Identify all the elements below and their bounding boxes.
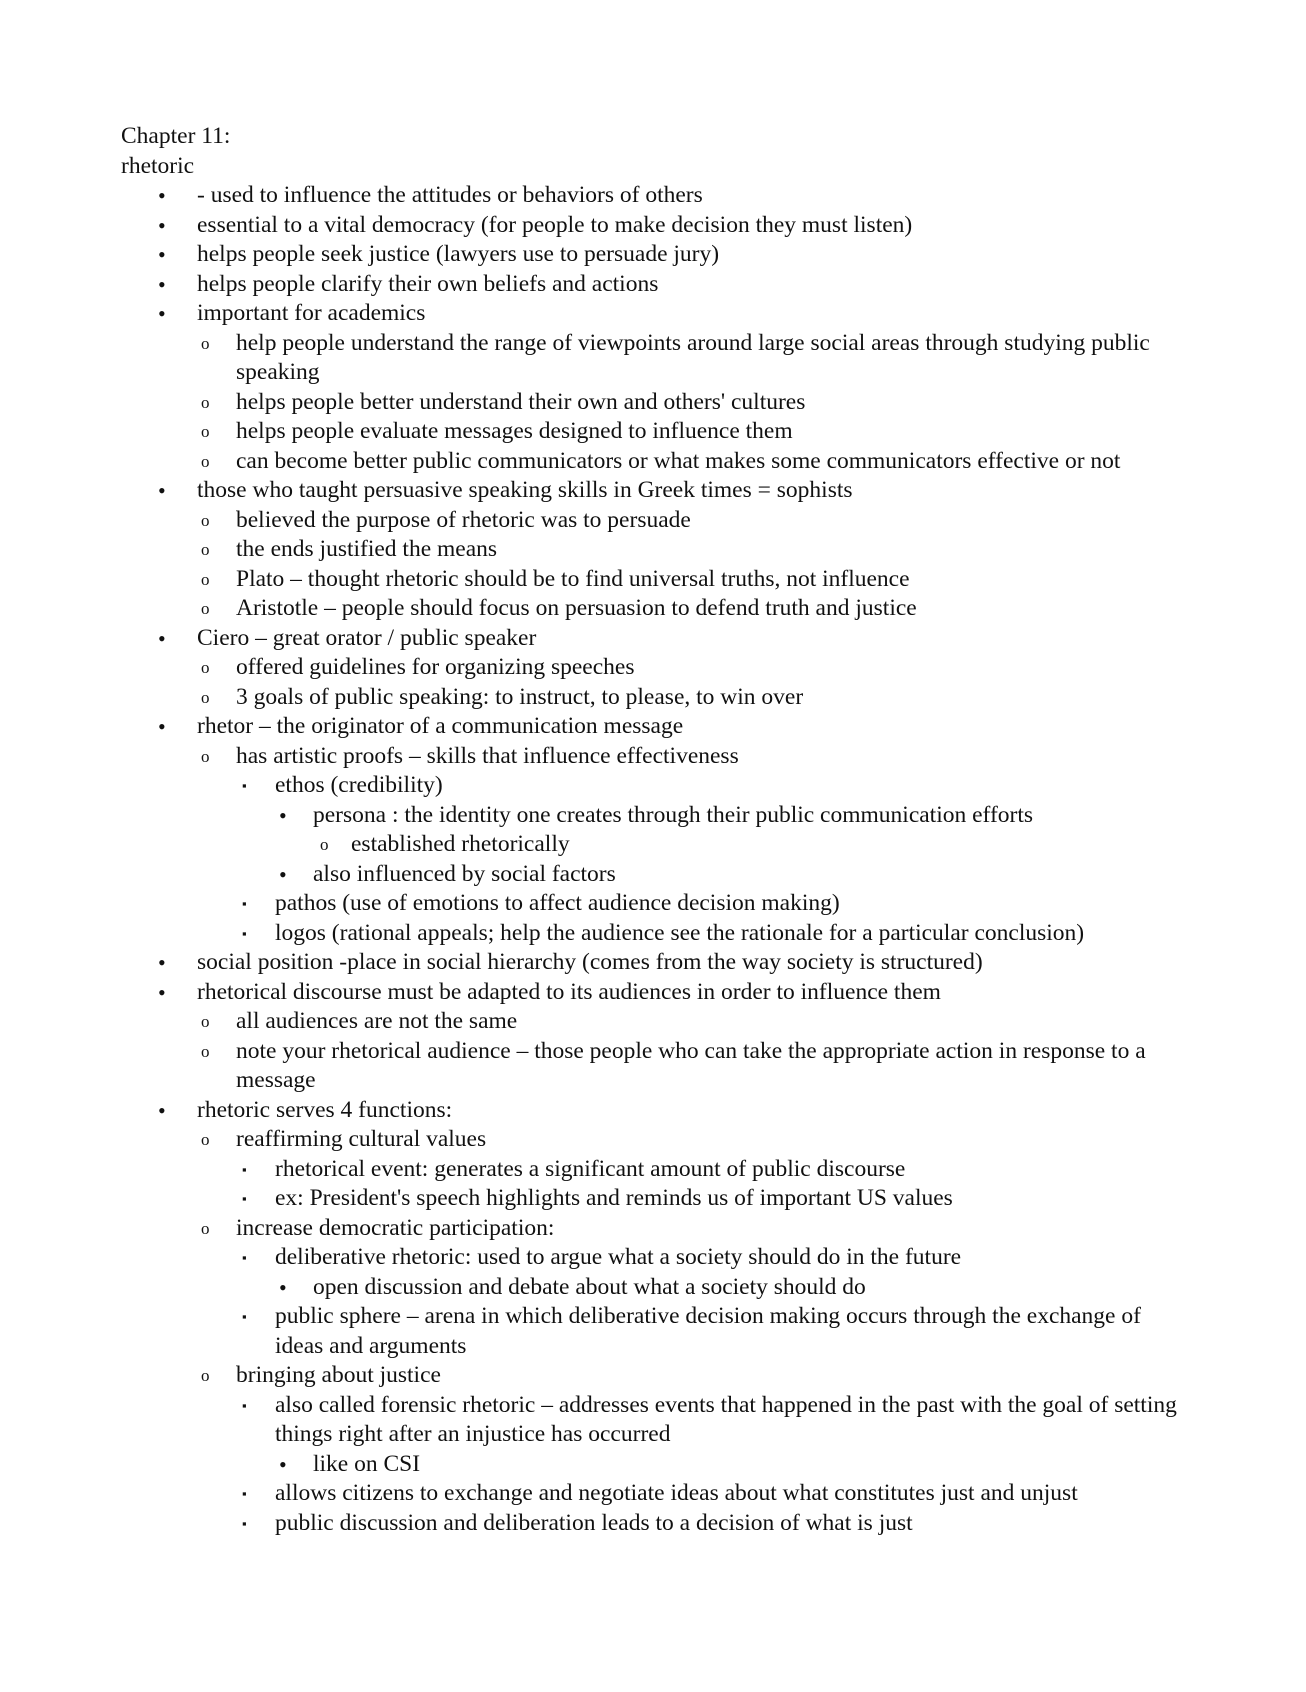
hollow-bullet-icon: o — [201, 1218, 210, 1238]
outline-item-text: rhetor – the originator of a communication message — [197, 713, 684, 739]
hollow-bullet-icon: o — [201, 451, 210, 471]
hollow-bullet-icon: o — [201, 333, 210, 353]
square-bullet-icon: ▪ — [242, 1309, 247, 1324]
outline-item-text: important for academics — [197, 300, 426, 326]
outline-item-text: public sphere – arena in which deliberative decision making occurs through the exchange of ideas and arguments — [275, 1303, 1141, 1359]
hollow-bullet-icon: o — [201, 599, 210, 618]
bullet-icon: • — [158, 1097, 166, 1123]
outline-item-level-1 — [121, 1096, 1191, 1126]
square-bullet-icon: ▪ — [242, 778, 247, 793]
topic-heading: rhetoric — [121, 152, 195, 179]
bullet-icon: • — [158, 714, 166, 739]
outline-item-level-2 — [121, 1037, 1191, 1096]
hollow-bullet-icon: o — [201, 1130, 210, 1149]
outline-item-level-3 — [121, 889, 1191, 919]
outline-item-text: helps people seek justice (lawyers use to persuade jury) — [197, 241, 720, 267]
outline-item-text: reaffirming cultural values — [236, 1126, 487, 1152]
bullet-icon: • — [158, 478, 166, 503]
outline-item-level-4 — [121, 860, 1191, 890]
square-bullet-icon: ▪ — [242, 1191, 247, 1206]
outline-item-level-1 — [121, 948, 1191, 978]
hollow-bullet-icon: o — [201, 658, 210, 677]
outline-item-level-4 — [121, 801, 1191, 831]
hollow-bullet-icon: o — [201, 746, 210, 766]
square-bullet-icon: ▪ — [242, 1486, 247, 1501]
outline-item-level-2 — [121, 1007, 1191, 1037]
bullet-icon: • — [279, 861, 287, 887]
outline-item-text: ex: President's speech highlights and reminds us of important US values — [275, 1185, 953, 1211]
outline-item-level-2 — [121, 565, 1191, 595]
outline-item-text: helps people better understand their own and others' cultures — [236, 388, 806, 415]
outline-item-level-3 — [121, 1243, 1191, 1273]
bullet-icon: • — [158, 979, 166, 1005]
outline-item-level-1 — [121, 211, 1191, 241]
outline-item-level-3 — [121, 1184, 1191, 1214]
outline-item-text: like on CSI — [313, 1450, 421, 1477]
hollow-bullet-icon: o — [201, 1366, 210, 1385]
outline-item-text: has artistic proofs – skills that influence effectiveness — [236, 742, 739, 769]
outline-item-level-1 — [121, 299, 1191, 329]
hollow-bullet-icon: o — [201, 687, 210, 707]
outline-item-text: also influenced by social factors — [313, 860, 616, 887]
outline-item-level-1 — [121, 978, 1191, 1008]
outline-item-level-2 — [121, 388, 1191, 418]
outline-item-text: persona : the identity one creates through their public communication efforts — [313, 801, 1034, 828]
hollow-bullet-icon: o — [201, 1041, 210, 1061]
outline-item-text: 3 goals of public speaking: to instruct, to please, to win over — [236, 683, 804, 710]
outline-item-text: rhetorical discourse must be adapted to its audiences in order to influence them — [197, 978, 941, 1005]
outline-item-level-2 — [121, 1125, 1191, 1155]
outline-item-level-1 — [121, 624, 1191, 654]
hollow-bullet-icon: o — [201, 1012, 210, 1031]
outline-item-level-4 — [121, 1450, 1191, 1480]
outline-item-text: essential to a vital democracy (for people to make decision they must listen) — [197, 211, 913, 238]
bullet-icon: • — [158, 271, 166, 297]
outline-item-text: public discussion and deliberation leads to a decision of what is just — [275, 1509, 913, 1536]
bullet-icon: • — [158, 950, 166, 975]
bullet-icon: • — [158, 301, 166, 326]
bullet-icon: • — [279, 1274, 287, 1300]
outline-item-level-2 — [121, 535, 1191, 565]
outline-item-level-2 — [121, 329, 1191, 388]
hollow-bullet-icon: o — [201, 510, 210, 530]
outline-item-level-3 — [121, 1155, 1191, 1185]
bullet-icon: • — [158, 183, 166, 208]
outline-item-text: ethos (credibility) — [275, 772, 443, 798]
chapter-heading: Chapter 11: — [121, 123, 231, 149]
outline-item-level-2 — [121, 683, 1191, 713]
outline-item-level-3 — [121, 1302, 1191, 1361]
outline-item-text: help people understand the range of viewpoints around large social areas through studying public speaking — [236, 329, 1150, 385]
outline-item-text: established rhetorically — [351, 831, 570, 857]
square-bullet-icon: ▪ — [242, 925, 247, 941]
outline-item-level-2 — [121, 506, 1191, 536]
outline-item-text: Ciero – great orator / public speaker — [197, 624, 537, 651]
square-bullet-icon: ▪ — [242, 896, 247, 911]
outline-item-level-1 — [121, 712, 1191, 742]
document-body — [121, 122, 1191, 1538]
outline-item-text: increase democratic participation: — [236, 1214, 555, 1241]
bullet-icon: • — [158, 625, 166, 651]
outline-item-level-4 — [121, 1273, 1191, 1303]
outline-item-text: Aristotle – people should focus on persuasion to defend truth and justice — [236, 595, 917, 621]
outline-item-text: offered guidelines for organizing speeches — [236, 654, 635, 680]
bullet-icon: • — [279, 1451, 287, 1477]
outline-item-text: allows citizens to exchange and negotiate ideas about what constitutes just and unjust — [275, 1480, 1078, 1506]
outline-item-level-2 — [121, 653, 1191, 683]
outline-item-level-5 — [121, 830, 1191, 860]
outline-item-text: the ends justified the means — [236, 536, 498, 562]
outline-item-text: - used to influence the attitudes or behaviors of others — [197, 182, 703, 208]
square-bullet-icon: ▪ — [242, 1161, 247, 1177]
outline-item-text: helps people evaluate messages designed to influence them — [236, 418, 793, 444]
square-bullet-icon: ▪ — [242, 1397, 247, 1413]
outline-item-level-2 — [121, 1361, 1191, 1391]
hollow-bullet-icon: o — [320, 835, 329, 854]
hollow-bullet-icon: o — [201, 569, 210, 589]
outline-item-text: open discussion and debate about what a society should do — [313, 1273, 866, 1300]
outline-item-text: deliberative rhetoric: used to argue what a society should do in the future — [275, 1244, 962, 1270]
outline-item-text: helps people clarify their own beliefs and actions — [197, 270, 659, 297]
outline-item-level-2 — [121, 1214, 1191, 1244]
outline-item-level-2 — [121, 742, 1191, 772]
outline-item-text: pathos (use of emotions to affect audience decision making) — [275, 890, 840, 916]
outline-item-text: rhetorical event: generates a significant amount of public discourse — [275, 1155, 906, 1182]
hollow-bullet-icon: o — [201, 392, 210, 412]
outline-item-level-3 — [121, 1391, 1191, 1450]
outline-item-text: Plato – thought rhetoric should be to find universal truths, not influence — [236, 565, 910, 592]
bullet-icon: • — [158, 242, 166, 267]
outline-item-text: logos (rational appeals; help the audience see the rationale for a particular conclusion) — [275, 919, 1085, 946]
outline-item-level-1 — [121, 240, 1191, 270]
bullet-icon: • — [158, 212, 166, 238]
outline-item-text: note your rhetorical audience – those people who can take the appropriate action in response to a message — [236, 1037, 1146, 1093]
outline-item-level-1 — [121, 181, 1191, 211]
outline-item-text: also called forensic rhetoric – addresses events that happened in the past with the goal of setting things right after an injustice has occurred — [275, 1391, 1177, 1447]
outline-item-level-3 — [121, 771, 1191, 801]
hollow-bullet-icon: o — [201, 540, 210, 559]
outline-item-level-1 — [121, 270, 1191, 300]
outline-item-text: all audiences are not the same — [236, 1008, 518, 1034]
bullet-icon: • — [279, 802, 287, 828]
outline-item-level-2 — [121, 594, 1191, 624]
outline-item-level-1 — [121, 476, 1191, 506]
outline-item-level-3 — [121, 1479, 1191, 1509]
outline-item-text: bringing about justice — [236, 1362, 441, 1388]
outline-item-level-3 — [121, 919, 1191, 949]
outline-item-text: can become better public communicators or what makes some communicators effective or not — [236, 447, 1121, 474]
outline-item-level-2 — [121, 447, 1191, 477]
outline-item-text: believed the purpose of rhetoric was to persuade — [236, 506, 691, 533]
outline-item-text: those who taught persuasive speaking skills in Greek times = sophists — [197, 477, 853, 503]
hollow-bullet-icon: o — [201, 422, 210, 441]
outline-item-text: social position -place in social hierarchy (comes from the way society is structured) — [197, 949, 983, 975]
outline-item-text: rhetoric serves 4 functions: — [197, 1096, 453, 1123]
square-bullet-icon: ▪ — [242, 1515, 247, 1531]
square-bullet-icon: ▪ — [242, 1250, 247, 1265]
outline-list — [121, 181, 1191, 1538]
outline-item-level-3 — [121, 1509, 1191, 1539]
outline-item-level-2 — [121, 417, 1191, 447]
